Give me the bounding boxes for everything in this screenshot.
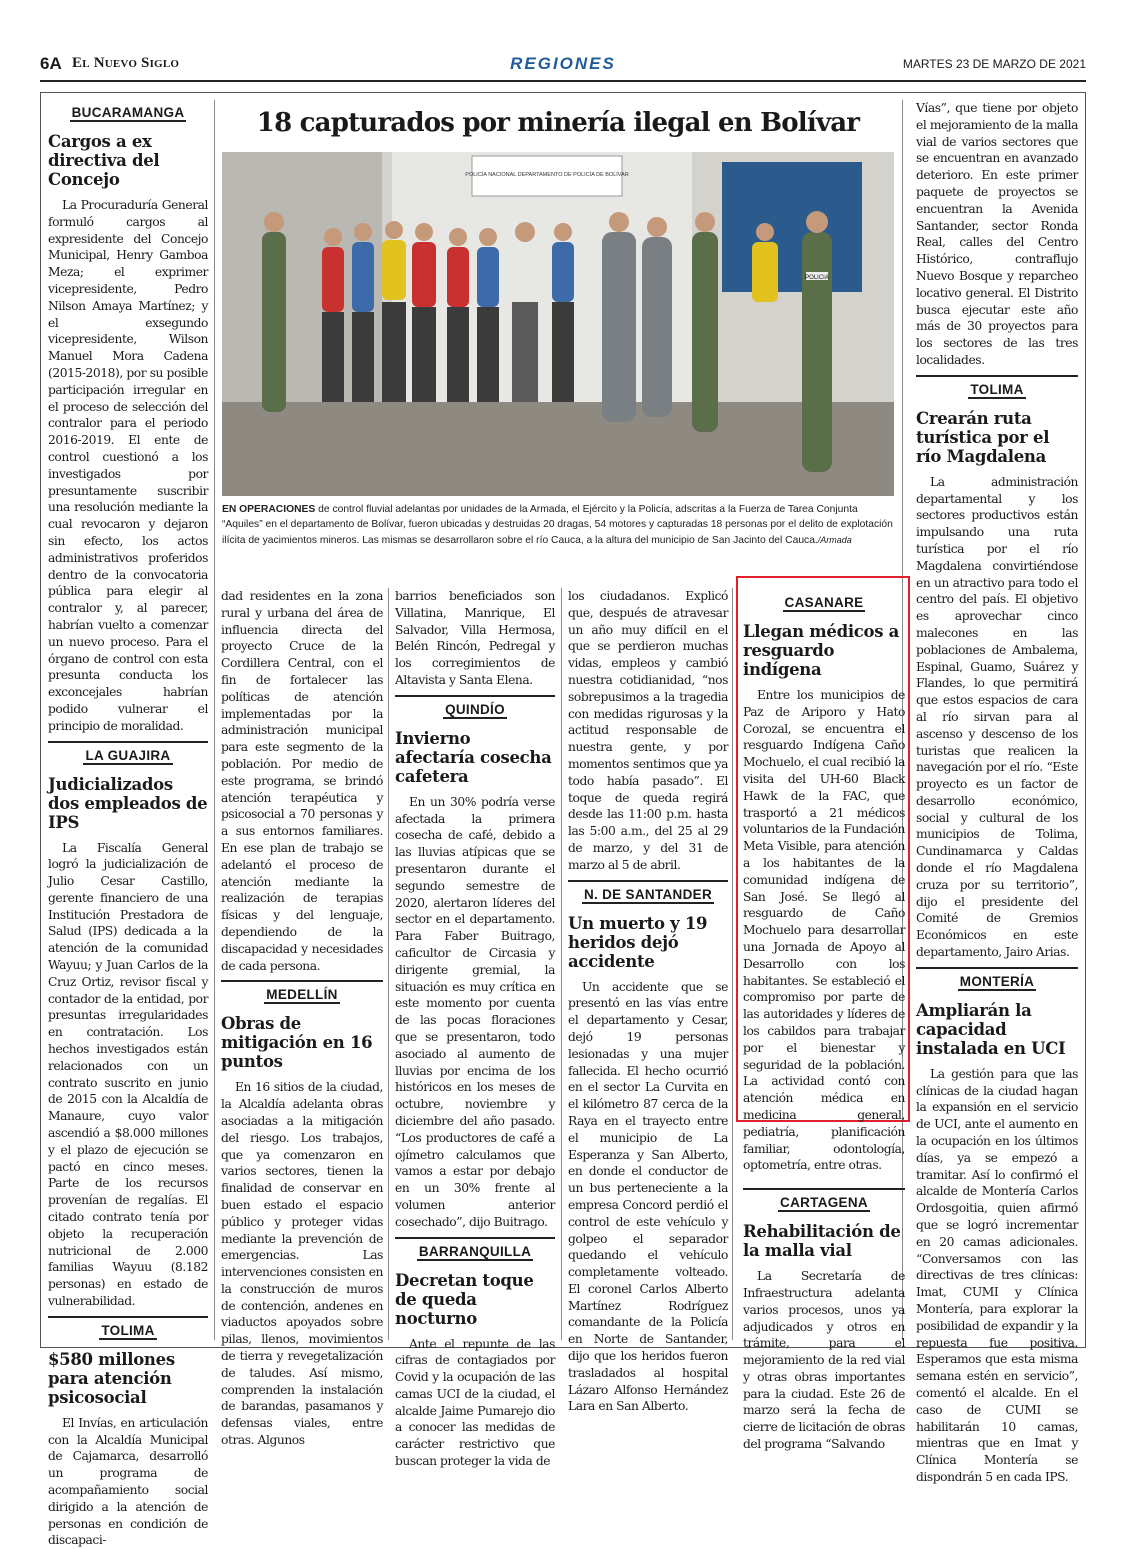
article-headline: Un muerto y 19 heridos dejó accidente	[568, 913, 708, 971]
section-label: BUCARAMANGA	[71, 105, 185, 120]
article-headline: Crearán ruta turística por el río Magdalena	[916, 408, 1050, 466]
article-body: Entre los municipios de Paz de Ariporo y Hato Corozal, se encuentra el resguardo Indígena Caño Mochuelo, el cual recibió la visita del UH-60 Black Hawk de la FAC, que trasportó a 21 médicos voluntarios de la Fundación Meta Visible, para atención a los habitantes de la comunidad indígena de San José. Se llegó al resguardo de Caño Mochuelo para desarrollar una Jornada de Apoyo al Desarrollo con los habitantes. Se estableció el compromiso por parte de las autoridades y líderes de los cabildos para trabajar por el bienestar y seguridad de la población. La actividad contó con atención médica en medicina general, pediatría, planificación familiar, odontología, optometría, entre otras.	[743, 688, 905, 1173]
vest-text: POLICIA	[805, 275, 829, 281]
article-headline: Judicializados dos empleados de IPS	[48, 774, 208, 832]
section-label: BARRANQUILLA	[395, 1237, 555, 1263]
newspaper-name: El Nuevo Siglo	[72, 55, 180, 71]
article-body: Un accidente que se presentó en las vías entre el departamento y Cesar, dejó 19 personas lesionadas y una mujer fallecida. El hecho ocurrió en el sector La Curvita en el kilómetro 87 cerca de la Raya en el trayecto entre el municipio de La Esperanza y San Alberto, en donde el conductor de un bus perteneciente a la empresa Concord perdió el control de este vehículo y golpeo el separador quedando el vehículo completamente volteado. El coronel Carlos Alberto Martínez Rodríguez comandante de la Policía en Norte de Santander, dijo que los heridos fueron trasladados al hospital Lázaro Alfonso Hernández Lara en San Alberto.	[568, 979, 728, 1414]
column-3	[395, 588, 555, 1469]
column-2	[221, 588, 383, 1448]
page-number: 6A	[40, 54, 62, 73]
article-body: En un 30% podría verse afectada la primera cosecha de café, debido a las lluvias atípicas que se presentaron durante el segundo semestre de 2020, alertaron líderes del sector en el departamento. Para Faber Buitrago, caficultor de Circasia y dirigente gremial, la situación es muy crítica en este momento por cuenta de las pocas floraciones que se presentaron, todo asociado al aumento de lluvias por encima de los históricos en los meses de octubre, noviembre y diciembre del año pasado. “Los productores de café a ojímetro calculamos que vamos a estar por debajo en un 30% frente al volumen anterior cosechado”, dijo Buitrago.	[395, 794, 555, 1229]
article-body: Vías”, que tiene por objeto el mejoramiento de la malla vial de varios sectores que se encuentran en avanzado deterioro. En este primer paquete de proyectos se encuentran la Avenida Santander, sector Ronda Real, calles del Centro Histórico, contraflujo Nuevo Bosque y reparcheo locativo general. El Distrito busca ejecutar este año más de 30 proyectos para los sectores de las tres localidades.	[916, 101, 1078, 367]
article-headline: Decretan toque de queda nocturno	[395, 1270, 534, 1328]
article-body: La Fiscalía General logró la judicialización de Julio Cesar Castillo, gerente financiero de una Institución Prestadora de Salud (IPS) dedicada a la atención de la comunidad Wayuu; y Juan Carlos de la Cruz Ortiz, revisor fiscal y contador de la entidad, por presuntas irregularidades en contratación. Los hechos investigados están relacionados con un contrato suscrito en junio de 2015 con la Alcaldía de Manaure, cuyo valor ascendió a $8.000 millones y el plazo de ejecución se pactó en cinco meses. Parte de los recursos provenían de regalías. El citado contrato tenía por objeto la recuperación nutricional de 2.000 familias Wayuu (8.182 personas) en estado de vulnerabilidad.	[48, 840, 208, 1309]
article-headline: $580 millones para atención psicosocial	[48, 1349, 175, 1407]
article-headline: Invierno afectaría cosecha cafetera	[395, 728, 552, 786]
article-body: El Invías, en articulación con la Alcaldía Municipal de Cajamarca, desarrolló un programa de acompañamiento social dirigido a la atención de personas en condición de discapaci-	[48, 1415, 208, 1548]
section-label: CASANARE	[784, 595, 864, 610]
photo-caption	[222, 502, 894, 548]
article-headline: Obras de mitigación en 16 puntos	[221, 1014, 373, 1072]
article-body: La Secretaría de Infraestructura adelanta varios procesos, unos ya adjudicados y otros en trámite, para el mejoramiento de la red vial y otras obras importantes para la ciudad. Este 26 de marzo será la fecha de cierre de licitación de obras del programa “Salvando	[743, 1269, 905, 1452]
caption-lead: EN OPERACIONES	[222, 504, 316, 515]
article-body: La administración departamental y los sectores productivos están impulsando una ruta turística por el río Magdalena convirtiéndose en un atractivo para todo el centro del país. El objetivo es aprovechar cinco malecones en las poblaciones de Ambalema, Espinal, Guamo, Suárez y Flandes, lo que permitirá que estos espacios de cara al río sirvan para al ascenso y descenso de los turistas que realicen la navegación por el río. “Este proyecto es un factor de desarrollo económico, social y cultural de los municipios de Tolima, Cundinamarca y Caldas donde el río Magdalena cruza por su territorio”, dijo el presidente del Comité de Gremios Económicos en este departamento, Jairo Arias.	[916, 474, 1078, 960]
photo-illustration	[222, 152, 894, 496]
column-divider	[561, 588, 562, 1340]
article-body: Ante el repunte de las cifras de contagiados por Covid y la ocupación de las camas UCI de la ciudad, el alcalde Jaime Pumarejo dio a conocer las medidas de carácter restrictivo que buscan proteger la vida de	[395, 1336, 555, 1469]
caption-text: de control fluvial adelantas por unidades de la Armada, el Ejército y la Policía, adscritas a la Fuerza de Tarea Conjunta “Aquiles” en el departamento de Bolívar, fueron ubicadas y destruidas 20 dragas, 54 motores y capturadas 18 personas por el delito de explotación ilícita de yacimientos mineros. Las mismas se desarrollaron sobre el río Cauca, a la altura del municipio de San Jacinto del Cauca.	[222, 504, 893, 546]
section-label: N. DE SANTANDER	[568, 880, 728, 906]
issue-date: MARTES 23 DE MARZO DE 2021	[902, 57, 1086, 71]
column-4	[568, 588, 728, 1414]
article-body: La gestión para que las clínicas de la ciudad hagan la expansión en el servicio de UCI, ante el aumento en la ocupación en los últimos días, ya se empezó a tramitar. Así lo confirmó el alcalde de Montería Carlos Ordosgoitia, quien afirmó que se logró incrementar en 20 camas adicionales. “Conversamos con las directivas de tres clínicas: Imat, CUMI y Clínica Montería, para explorar la posibilidad de expandir y la repuesta fue positiva. Esperamos que esta misma semana estén en servicio”, comentó el alcalde. En el caso de CUMI se habilitarán 10 camas, mientras que en Imat y Clínica Montería se dispondrán 5 en cada IPS.	[916, 1066, 1078, 1484]
section-label: CARTAGENA	[743, 1188, 905, 1214]
column-1	[48, 96, 208, 1548]
banner-text: POLICÍA NACIONAL DEPARTAMENTO DE POLICÍA DE BOLÍVAR	[465, 172, 629, 178]
article-headline: Ampliarán la capacidad instalada en UCI	[916, 1000, 1066, 1058]
page-header	[40, 52, 1086, 82]
article-body: La Procuraduría General formuló cargos al expresidente del Concejo Municipal, Henry Gamboa Meza; el exprimer vicepresidente, Pedro Nilson Amaya Martínez; y el exsegundo vicepresidente, Wilson Manuel Mora Cadena (2015-2018), por su posible participación irregular en el proceso de selección del contralor para el periodo 2016-2019. El ente de control cuestionó a los investigados por presuntamente suscribir una resolución mediante la cual revocaron y dejaron sin efecto, los actos administrativos proferidos dentro de la convocatoria pública para elegir al contralor y, al parecer, habrían vuelto a comenzar un nuevo proceso. Para el órgano de control con esta presunta conducta los exconcejales habrían podido vulnerar el principio de moralidad.	[48, 198, 208, 733]
article-headline: Cargos a ex directiva del Concejo	[48, 132, 160, 189]
article-body: dad residentes en la zona rural y urbana del área de influencia directa del proyecto Cruce de la Cordillera Central, con el fin de fortalecer las políticas de atención implementadas por la administración municipal para este segmento de la población. Por medio de este programa, se brindó atención terapéutica y psicosocial a 70 personas y a sus entornos familiares. En ese plan de trabajo se adelantó el proceso de atención mediante la realización de terapias físicas y del lenguaje, dependiendo de la discapacidad y necesidades de cada persona.	[221, 589, 383, 973]
photo-credit: /Armada	[817, 534, 852, 545]
article-body: barrios beneficiados son Villatina, Manrique, El Salvador, Villa Hermosa, Belén Rincón, Pedregal y los corregimientos de Altavista y Santa Elena.	[395, 589, 555, 687]
section-label: LA GUAJIRA	[48, 741, 208, 767]
column-5	[743, 584, 905, 1452]
article-headline: Llegan médicos a resguardo indígena	[743, 622, 900, 679]
section-label: QUINDÍO	[395, 695, 555, 721]
column-divider	[732, 588, 733, 1340]
article-body: los ciudadanos. Explicó que, después de atravesar un año muy difícil en el que se perdieron muchas vidas, empleos y cambió nuestra cotidianidad, “nos sobrepusimos a la tragedia con medidas rigurosas y la actitud responsable de nuestra gente, y por momentos sentimos que ya todo había pasado”. El toque de queda regirá desde las 11:00 p.m. hasta las 5:00 a.m., del 25 al 29 de marzo, y del 31 de marzo al 5 de abril.	[568, 589, 728, 872]
article-body: En 16 sitios de la ciudad, la Alcaldía adelanta obras asociadas a la mitigación del riesgo. Los trabajos, que ya comenzaron en varios sectores, tienen la finalidad de conservar en buen estado el espacio público y proteger vidas mediante la prevención de emergencias. Las intervenciones consisten en la construcción de muros de contención, andenes en viaductos apoyados sobre pilas, llenos, movimientos de tierra y revegetalización de taludes. Así mismo, comprenden la instalación de barandas, pasamanos y defensas viales, entre otras. Algunos	[221, 1080, 383, 1448]
section-label: MONTERÍA	[916, 967, 1078, 993]
column-divider	[214, 100, 215, 1340]
news-photo	[222, 152, 894, 496]
section-label: MEDELLÍN	[221, 980, 383, 1006]
article-headline: Rehabilitación de la malla vial	[743, 1222, 901, 1261]
column-divider	[388, 588, 389, 1340]
section-title: REGIONES	[510, 54, 616, 73]
section-label: TOLIMA	[916, 375, 1078, 401]
section-label: TOLIMA	[48, 1316, 208, 1342]
main-headline: 18 capturados por minería ilegal en Bolívar	[256, 108, 860, 138]
column-6	[916, 100, 1078, 1484]
